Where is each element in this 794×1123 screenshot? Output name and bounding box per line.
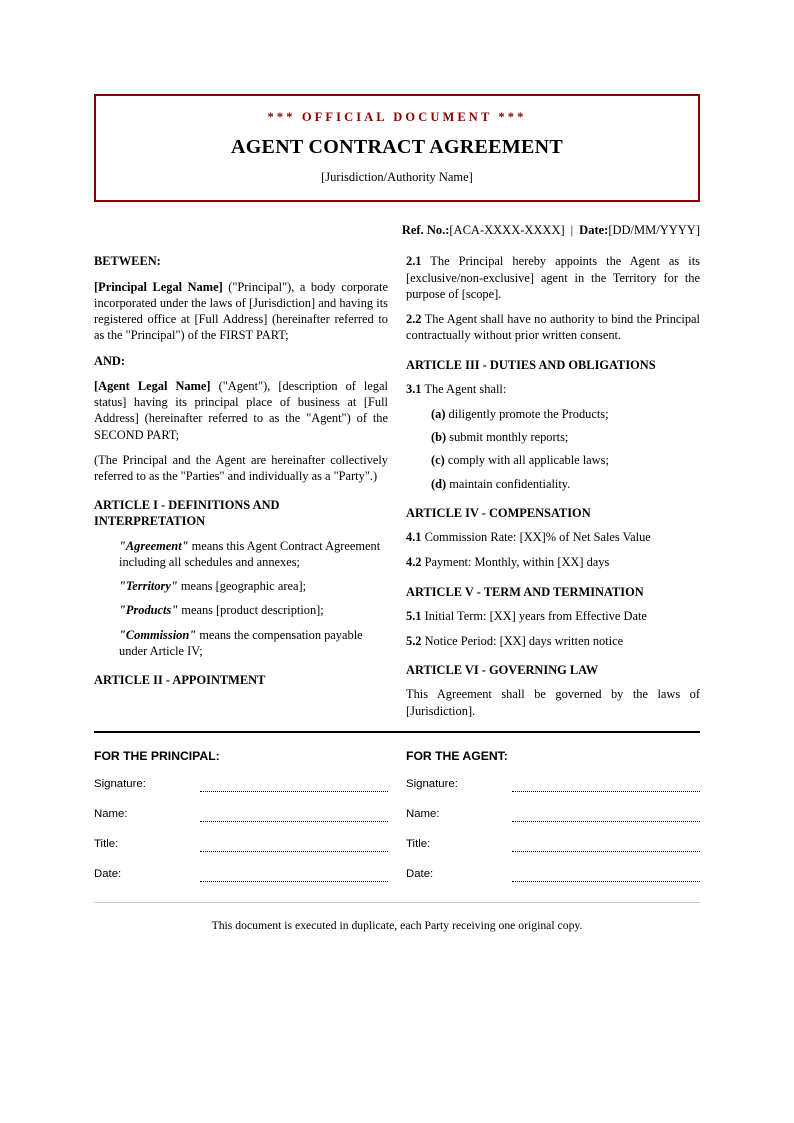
- name-label: Name:: [94, 807, 128, 820]
- clause-5-1-text: Initial Term: [XX] years from Effective Date: [421, 608, 647, 623]
- official-document-stamp: *** OFFICIAL DOCUMENT ***: [267, 110, 527, 124]
- agent-date-row: [406, 865, 700, 882]
- duty-item: [406, 452, 700, 468]
- signature-columns: [94, 749, 700, 895]
- definition-text: means the compensation payable under Article IV;: [119, 627, 363, 658]
- duty-label: (b): [431, 430, 447, 445]
- ref-no-value: [ACA-XXXX-XXXX]: [449, 223, 565, 237]
- clause-2-1-number: 2.1: [406, 254, 422, 269]
- right-column: [406, 253, 700, 728]
- title-label: Title:: [94, 837, 119, 850]
- parties-paragraph: (The Principal and the Agent are hereinafter collectively referred to as the "Parties" and individually as a "Party".): [94, 452, 388, 483]
- duty-text: maintain confidentiality.: [446, 476, 571, 491]
- page-title: AGENT CONTRACT AGREEMENT: [230, 136, 564, 158]
- clause-4-1-text: Commission Rate: [XX]% of Net Sales Value: [421, 530, 651, 544]
- principal-paragraph: [94, 279, 388, 344]
- duty-item: [406, 476, 700, 492]
- principal-paragraph-text: ("Principal"), a body corporate incorporated under the laws of [Jurisdiction] and having its registered office at [Full Address] (hereinafter referred to as the "Principal") of the FIRST PART;: [94, 279, 388, 343]
- ref-no-label: Ref. No.:: [401, 223, 450, 237]
- definition-item: [94, 627, 388, 660]
- clause-4-1: [406, 529, 700, 545]
- principal-signature-field[interactable]: [200, 781, 388, 792]
- date-label: Date:: [579, 223, 609, 237]
- principal-signature-heading: FOR THE PRINCIPAL:: [94, 749, 220, 763]
- article-5-heading: ARTICLE V - TERM AND TERMINATION: [406, 584, 644, 599]
- clause-4-1-number: 4.1: [406, 530, 422, 544]
- date-label: Date:: [406, 867, 434, 880]
- duty-label: (c): [431, 453, 445, 468]
- agent-signature-field[interactable]: [512, 781, 700, 792]
- clause-2-1: [406, 253, 700, 302]
- date-label: Date:: [94, 867, 122, 880]
- principal-name-row: [94, 805, 388, 822]
- duty-item: [406, 406, 700, 422]
- clause-2-2-text: The Agent shall have no authority to bind the Principal contractually without prior written consent.: [406, 312, 700, 343]
- clause-3-1-number: 3.1: [406, 381, 422, 396]
- clause-3-1: [406, 381, 700, 397]
- clause-5-1: [406, 608, 700, 624]
- definition-text: means this Agent Contract Agreement including all schedules and annexes;: [119, 538, 381, 569]
- agent-legal-name: [Agent Legal Name]: [94, 378, 211, 393]
- and-label: AND:: [94, 353, 125, 368]
- duties-list: [406, 406, 700, 492]
- definition-term: "Agreement": [119, 538, 189, 553]
- date-value: [DD/MM/YYYY]: [608, 223, 700, 237]
- article-1-heading: ARTICLE I - DEFINITIONS AND INTERPRETATION: [94, 498, 280, 529]
- principal-name-field[interactable]: [200, 811, 388, 822]
- definition-item: [94, 602, 388, 618]
- footer-note: This document is executed in duplicate, each Party receiving one original copy.: [211, 919, 583, 932]
- article-2-heading: ARTICLE II - APPOINTMENT: [94, 673, 266, 687]
- duty-item: [406, 429, 700, 445]
- agent-title-row: [406, 835, 700, 852]
- clause-3-1-text: The Agent shall:: [421, 381, 507, 396]
- clause-2-2-number: 2.2: [406, 312, 422, 326]
- clause-5-2-text: Notice Period: [XX] days written notice: [421, 633, 624, 648]
- principal-signature-block: [94, 749, 388, 895]
- between-label: BETWEEN:: [94, 254, 161, 269]
- definition-item: [94, 578, 388, 594]
- name-label: Name:: [406, 807, 440, 820]
- article-4-heading: ARTICLE IV - COMPENSATION: [406, 505, 591, 520]
- clause-5-1-number: 5.1: [406, 608, 422, 623]
- clause-5-2-number: 5.2: [406, 633, 422, 648]
- left-column: [94, 253, 388, 696]
- agent-title-field[interactable]: [512, 841, 700, 852]
- signature-label: Signature:: [94, 777, 146, 790]
- title-label: Title:: [406, 837, 431, 850]
- agent-name-field[interactable]: [512, 811, 700, 822]
- clause-2-2: [406, 311, 700, 344]
- article-6-heading: ARTICLE VI - GOVERNING LAW: [406, 663, 599, 678]
- duty-text: submit monthly reports;: [446, 430, 569, 445]
- duty-text: comply with all applicable laws;: [444, 453, 609, 468]
- agent-signature-row: [406, 775, 700, 792]
- duty-label: (d): [431, 476, 447, 491]
- principal-date-field[interactable]: [200, 871, 388, 882]
- principal-signature-row: [94, 775, 388, 792]
- agent-signature-heading: FOR THE AGENT:: [406, 749, 508, 763]
- document-footer: [94, 902, 700, 933]
- footer-rule: [94, 902, 700, 903]
- definition-term: "Products": [119, 603, 179, 618]
- agent-signature-block: [406, 749, 700, 895]
- definition-term: "Territory": [119, 579, 178, 593]
- signature-label: Signature:: [406, 777, 458, 790]
- definition-text: means [geographic area];: [177, 579, 307, 593]
- clause-2-1-text: The Principal hereby appoints the Agent as its [exclusive/non-exclusive] agent in the Territory for the purpose of [scope].: [406, 254, 700, 301]
- reference-line: [94, 222, 700, 238]
- document-header: [94, 94, 700, 202]
- jurisdiction-subtitle: [Jurisdiction/Authority Name]: [321, 170, 473, 184]
- duty-label: (a): [431, 406, 446, 421]
- body-columns: [94, 253, 700, 728]
- ref-separator: |: [570, 223, 574, 237]
- agent-name-row: [406, 805, 700, 822]
- principal-legal-name: [Principal Legal Name]: [94, 279, 223, 294]
- signature-top-rule: [94, 731, 700, 733]
- duty-text: diligently promote the Products;: [445, 406, 609, 421]
- agent-date-field[interactable]: [512, 871, 700, 882]
- clause-4-2-number: 4.2: [406, 555, 422, 570]
- clause-5-2: [406, 633, 700, 649]
- definition-term: "Commission": [119, 627, 197, 642]
- principal-title-row: [94, 835, 388, 852]
- article-3-heading: ARTICLE III - DUTIES AND OBLIGATIONS: [406, 357, 656, 372]
- clause-4-2-text: Payment: Monthly, within [XX] days: [421, 555, 610, 570]
- governing-law-paragraph: This Agreement shall be governed by the laws of [Jurisdiction].: [406, 687, 700, 718]
- principal-date-row: [94, 865, 388, 882]
- agent-paragraph-text: ("Agent"), [description of legal status] having its principal place of business at [Full Address] (hereinafter referred to as the "Agent") of the SECOND PART;: [94, 378, 388, 442]
- definition-item: [94, 538, 388, 571]
- principal-title-field[interactable]: [200, 841, 388, 852]
- definitions-list: [94, 538, 388, 660]
- definition-text: means [product description];: [178, 603, 324, 618]
- clause-4-2: [406, 554, 700, 570]
- signature-section: [94, 731, 700, 895]
- agent-paragraph: [94, 378, 388, 443]
